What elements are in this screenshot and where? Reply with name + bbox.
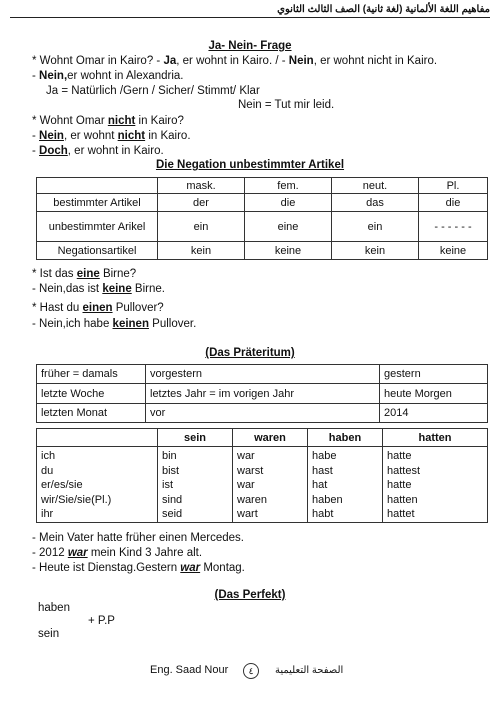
text: * Wohnt Omar bbox=[32, 115, 108, 127]
bold-text: einen bbox=[82, 302, 113, 314]
table-header-cell bbox=[37, 178, 158, 194]
table-cell: warst bbox=[237, 464, 264, 477]
text-line bbox=[32, 55, 437, 67]
table-cell: ihr bbox=[41, 508, 54, 521]
text: , er wohnt nicht in Kairo. bbox=[313, 55, 438, 67]
text: , er wohnt in Kairo. bbox=[67, 145, 164, 157]
bold-text: Doch bbox=[39, 145, 68, 157]
text: - bbox=[32, 70, 40, 82]
table-cell: eine bbox=[245, 212, 332, 242]
table-row bbox=[37, 384, 488, 404]
hatten-column bbox=[383, 447, 488, 523]
example-line bbox=[32, 283, 165, 295]
table-cell: du bbox=[41, 464, 54, 477]
table-cell: habe bbox=[312, 450, 337, 462]
footer-label: الصفحة التعليمية bbox=[275, 665, 344, 676]
conjugation-table bbox=[36, 428, 488, 523]
bold-text: keine bbox=[102, 283, 132, 295]
text: Montag. bbox=[200, 562, 245, 574]
table-cell: seid bbox=[162, 508, 183, 521]
table-cell: hatte bbox=[387, 450, 412, 462]
text: in Kairo? bbox=[135, 115, 184, 127]
table-cell: hatten bbox=[387, 493, 418, 506]
bold-text: nicht bbox=[107, 115, 136, 127]
table-cell: vor bbox=[146, 404, 380, 423]
table-cell: kein bbox=[158, 242, 245, 260]
perfekt-sein: sein bbox=[38, 628, 60, 640]
table-cell: ich bbox=[41, 450, 56, 462]
text: - 2012 bbox=[32, 547, 68, 559]
bold-text: eine bbox=[76, 268, 100, 280]
table-cell: der bbox=[158, 194, 245, 212]
ja-synonyms: Ja = Natürlich /Gern / Sicher/ Stimmt/ Klar bbox=[46, 85, 260, 97]
table-cell: ist bbox=[162, 479, 173, 492]
table-row bbox=[37, 404, 488, 423]
page-number: ٤ bbox=[243, 663, 259, 679]
sein-column bbox=[158, 447, 233, 523]
table-header-cell: waren bbox=[233, 429, 308, 447]
table-cell: letztes Jahr = im vorigen Jahr bbox=[146, 384, 380, 404]
text: - Nein,das ist bbox=[32, 283, 103, 295]
section-title-perfekt: (Das Perfekt) bbox=[214, 589, 286, 601]
table-cell: haben bbox=[312, 493, 343, 506]
table-cell: keine bbox=[245, 242, 332, 260]
example-line: - Mein Vater hatte früher einen Mercedes. bbox=[32, 532, 245, 544]
table-row bbox=[37, 242, 488, 260]
table-cell: die bbox=[245, 194, 332, 212]
table-cell: hattet bbox=[387, 508, 415, 521]
text: * Wohnt Omar in Kairo? - bbox=[32, 55, 161, 67]
table-header-cell: Pl. bbox=[419, 178, 488, 194]
section-title-negation: Die Negation unbestimmter Artikel bbox=[155, 159, 345, 171]
table-header-cell bbox=[37, 429, 158, 447]
text-line bbox=[32, 115, 184, 127]
table-cell: heute Morgen bbox=[380, 384, 488, 404]
table-cell: sind bbox=[162, 493, 183, 506]
table-cell: bestimmter Artikel bbox=[37, 194, 158, 212]
haben-column bbox=[308, 447, 383, 523]
table-cell: habt bbox=[312, 508, 334, 521]
bold-text: nicht bbox=[117, 130, 146, 142]
table-cell: er/es/sie bbox=[41, 479, 83, 492]
table-cell: unbestimmter Arikel bbox=[37, 212, 158, 242]
header-divider bbox=[10, 17, 490, 18]
bold-text: keinen bbox=[112, 318, 149, 330]
table-row bbox=[37, 212, 488, 242]
text: Birne? bbox=[99, 268, 137, 280]
table-header-cell: hatten bbox=[383, 429, 488, 447]
bold-text: war bbox=[180, 562, 201, 574]
text-line bbox=[32, 130, 191, 142]
bold-text: war bbox=[67, 547, 88, 559]
page-number-badge bbox=[243, 663, 259, 679]
table-cell: wart bbox=[237, 508, 258, 521]
table-header-cell: haben bbox=[308, 429, 383, 447]
table-cell: Negationsartikel bbox=[37, 242, 158, 260]
section-title-ja-nein: Ja- Nein- Frage bbox=[208, 40, 292, 52]
footer-author: Eng. Saad Nour bbox=[150, 664, 229, 676]
example-line bbox=[32, 268, 136, 280]
nein-synonyms: Nein = Tut mir leid. bbox=[238, 99, 335, 111]
text: - bbox=[32, 145, 40, 157]
example-line bbox=[32, 547, 202, 559]
table-row bbox=[37, 447, 488, 523]
text: - Nein,ich habe bbox=[32, 318, 113, 330]
table-row bbox=[37, 365, 488, 384]
time-table bbox=[36, 364, 488, 423]
table-cell: keine bbox=[419, 242, 488, 260]
bold-text: Ja bbox=[163, 55, 177, 67]
table-header-cell: mask. bbox=[158, 178, 245, 194]
text: * Hast du bbox=[32, 302, 83, 314]
pronoun-column bbox=[37, 447, 158, 523]
text: mein Kind 3 Jahre alt. bbox=[87, 547, 203, 559]
table-cell: wir/Sie/sie(Pl.) bbox=[41, 493, 112, 506]
table-cell: war bbox=[237, 479, 255, 492]
example-line bbox=[32, 318, 196, 330]
bold-text: Nein bbox=[39, 130, 64, 142]
table-row bbox=[37, 194, 488, 212]
text: * Ist das bbox=[32, 268, 77, 280]
example-line bbox=[32, 562, 245, 574]
table-cell: gestern bbox=[380, 365, 488, 384]
perfekt-haben: haben bbox=[38, 602, 70, 614]
text: Birne. bbox=[131, 283, 165, 295]
text-line bbox=[32, 70, 184, 82]
table-cell: kein bbox=[332, 242, 419, 260]
table-cell: 2014 bbox=[380, 404, 488, 423]
text: , er wohnt in Kairo. / - bbox=[176, 55, 286, 67]
table-cell: hatte bbox=[387, 479, 412, 492]
text: - bbox=[32, 130, 40, 142]
text: er wohnt in Alexandria. bbox=[67, 70, 184, 82]
table-cell: ein bbox=[332, 212, 419, 242]
text: - Heute ist Dienstag.Gestern bbox=[32, 562, 181, 574]
table-header-cell: fem. bbox=[245, 178, 332, 194]
table-cell: hattest bbox=[387, 464, 421, 477]
text-line bbox=[32, 145, 164, 157]
table-cell: bin bbox=[162, 450, 177, 462]
text: , er wohnt bbox=[63, 130, 118, 142]
text: Pullover? bbox=[112, 302, 164, 314]
table-cell: letzten Monat bbox=[37, 404, 146, 423]
table-cell: - - - - - - bbox=[419, 212, 488, 242]
example-line bbox=[32, 302, 164, 314]
bold-text: Nein bbox=[288, 55, 314, 67]
table-cell: waren bbox=[237, 493, 267, 506]
waren-column bbox=[233, 447, 308, 523]
table-cell: vorgestern bbox=[146, 365, 380, 384]
text: in Kairo. bbox=[145, 130, 191, 142]
page-header: مفاهيم اللغة الألمانية (لغة ثانية) الصف الثالث الثانوي bbox=[277, 4, 490, 15]
table-cell: war bbox=[237, 450, 255, 462]
table-cell: letzte Woche bbox=[37, 384, 146, 404]
bold-text: Nein, bbox=[39, 70, 68, 82]
table-cell: das bbox=[332, 194, 419, 212]
table-cell: ein bbox=[158, 212, 245, 242]
table-cell: früher = damals bbox=[37, 365, 146, 384]
table-cell: bist bbox=[162, 464, 180, 477]
table-cell: hast bbox=[312, 464, 333, 477]
table-header-cell: sein bbox=[158, 429, 233, 447]
table-cell: die bbox=[419, 194, 488, 212]
section-title-praeteritum: (Das Präteritum) bbox=[205, 347, 295, 359]
table-header-cell: neut. bbox=[332, 178, 419, 194]
perfekt-pp: + P.P bbox=[88, 615, 115, 627]
text: Pullover. bbox=[148, 318, 197, 330]
article-table bbox=[36, 177, 488, 260]
table-cell: hat bbox=[312, 479, 328, 492]
